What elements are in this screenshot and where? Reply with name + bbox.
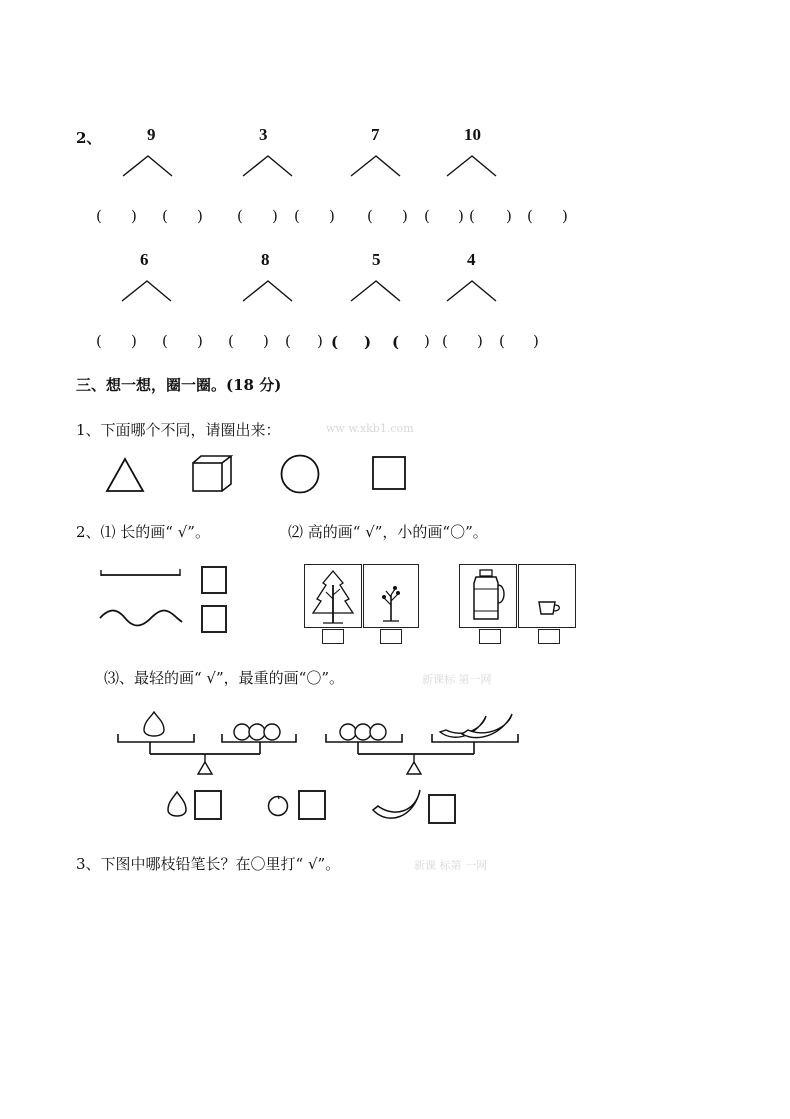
bond-top-number: 7	[371, 125, 380, 144]
answer-box[interactable]	[428, 794, 456, 824]
straight-line-icon	[100, 566, 184, 582]
answer-box[interactable]	[380, 629, 402, 644]
answer-box[interactable]	[298, 790, 326, 820]
question-2-part2-text: ⑵ 高的画“ √”，小的画“〇”。	[288, 523, 488, 541]
close-paren: )	[506, 207, 512, 225]
bond-top-number: 9	[147, 125, 156, 144]
question-1-text: 1、下面哪个不同，请圈出来：	[76, 421, 281, 439]
bond-branches-row1	[0, 148, 790, 208]
answer-box[interactable]	[201, 605, 227, 633]
open-paren: (	[96, 207, 102, 225]
open-paren: (	[367, 207, 373, 225]
circle-icon	[280, 454, 322, 496]
close-paren: )	[197, 332, 203, 350]
open-paren: (	[237, 207, 243, 225]
open-paren: (	[285, 332, 291, 350]
triangle-icon	[106, 457, 146, 493]
open-paren: (	[96, 332, 102, 350]
cube-icon	[192, 455, 234, 493]
close-paren: )	[533, 332, 539, 350]
open-paren: (	[499, 332, 505, 350]
close-paren: )	[272, 207, 278, 225]
question-3-text: 3、下图中哪枝铅笔长？在〇里打“ √”。	[76, 855, 341, 873]
close-paren: )	[424, 332, 430, 350]
orange-icon	[266, 794, 290, 818]
banana-icon	[370, 786, 424, 826]
open-paren: (	[162, 332, 168, 350]
close-paren: )	[402, 207, 408, 225]
open-paren: (	[527, 207, 533, 225]
watermark: ww w.xkb1.com	[326, 422, 414, 435]
square-icon	[372, 456, 408, 492]
bond-top-number: 5	[372, 250, 381, 269]
thermos-card	[459, 564, 517, 628]
watermark: 新课 标第 一网	[414, 859, 487, 872]
watermark: 新课标 第一网	[422, 673, 492, 686]
close-paren: )	[197, 207, 203, 225]
bond-top-number: 8	[261, 250, 270, 269]
answer-box[interactable]	[479, 629, 501, 644]
open-paren: (	[392, 333, 400, 351]
open-paren: (	[442, 332, 448, 350]
bond-branches-row2	[0, 273, 790, 333]
tree-icon	[364, 565, 418, 627]
close-paren: )	[131, 332, 137, 350]
open-paren: (	[294, 207, 300, 225]
answer-box[interactable]	[194, 790, 222, 820]
thermos-icon	[460, 565, 516, 627]
close-paren: )	[364, 333, 372, 351]
tall-tree-card	[304, 564, 362, 628]
question-2-part3-text: ⑶、最轻的画“ √”，最重的画“〇”。	[104, 669, 345, 687]
close-paren: )	[131, 207, 137, 225]
open-paren: (	[331, 333, 339, 351]
close-paren: )	[263, 332, 269, 350]
cup-icon	[519, 565, 575, 627]
cup-card	[518, 564, 576, 628]
wavy-line-icon	[99, 608, 185, 630]
open-paren: (	[162, 207, 168, 225]
section-3-heading: 三、想一想，圈一圈。(18 分)	[76, 376, 282, 394]
close-paren: )	[562, 207, 568, 225]
close-paren: )	[317, 332, 323, 350]
bond-top-number: 6	[140, 250, 149, 269]
answer-box[interactable]	[201, 566, 227, 594]
open-paren: (	[469, 207, 475, 225]
question-2-part1-text: 2、⑴ 长的画“ √”。	[76, 523, 210, 541]
pear-icon	[166, 790, 188, 820]
open-paren: (	[424, 207, 430, 225]
tree-icon	[305, 565, 361, 627]
bond-top-number: 3	[259, 125, 268, 144]
answer-box[interactable]	[538, 629, 560, 644]
bond-top-number: 10	[464, 125, 481, 144]
close-paren: )	[329, 207, 335, 225]
close-paren: )	[477, 332, 483, 350]
small-tree-card	[363, 564, 419, 628]
answer-box[interactable]	[322, 629, 344, 644]
question-2-label: 2、	[76, 129, 102, 147]
close-paren: )	[458, 207, 464, 225]
bond-top-number: 4	[467, 250, 476, 269]
open-paren: (	[228, 332, 234, 350]
